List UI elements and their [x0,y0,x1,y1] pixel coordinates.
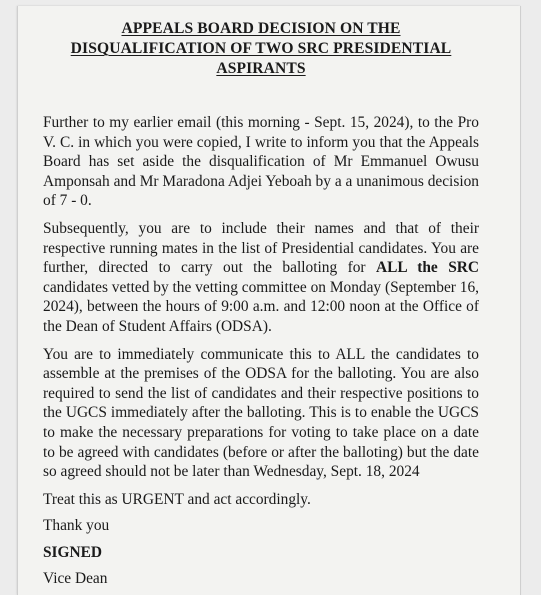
paragraph-balloting-text-1: Subsequently, you are to include their names and that of their respective running mates in the list of Presidential candidates. You are further, directed to carry out the balloting for [43,219,479,277]
closing-thanks: Thank you [43,517,110,535]
signed-label: SIGNED [43,543,103,561]
paragraph-communication: You are to immediately communicate this to ALL the candidates to assemble at the premises of the ODSA for the balloting. You are also required to send the list of candidates and their respective positions to the UGCS immediately after the balloting. This is to enable the UGCS to make the necessary preparations for voting to take place on a date to be agreed with candidates (before or after the balloting) but the date so agreed should not be later than Wednesday, Sept. 18, 2024 [43,345,479,481]
paragraph-balloting-text-2: candidates vetted by the vetting committee on Monday (September 16, 2024), between the hours of 9:00 a.m. and 12:00 noon at the Office of the Dean of Student Affairs (ODSA). [43,278,479,335]
paragraph-balloting-bold: ALL the SRC [375,259,479,277]
paragraph-decision: Further to my earlier email (this morning - Sept. 15, 2024), to the Pro V. C. in which you were copied, I write to inform you that the Appeals Board has set aside the disqualification of Mr Emmanuel Owusu Amponsah and Mr Maradona Adjei Yeboah by a a unanimous decision of 7 - 0. [43,114,479,210]
page-left-edge [17,6,18,595]
title-line-3: ASPIRANTS [216,60,306,77]
page-right-edge [520,6,521,595]
signatory-title: Vice Dean [43,570,108,588]
title-line-1: APPEALS BOARD DECISION ON THE [121,20,401,37]
document-title [43,19,479,79]
title-line-2: DISQUALIFICATION OF TWO SRC PRESIDENTIAL [70,40,452,57]
paragraph-balloting [43,219,479,337]
letter-body [43,19,479,589]
urgent-instruction: Treat this as URGENT and act accordingly. [43,490,311,508]
